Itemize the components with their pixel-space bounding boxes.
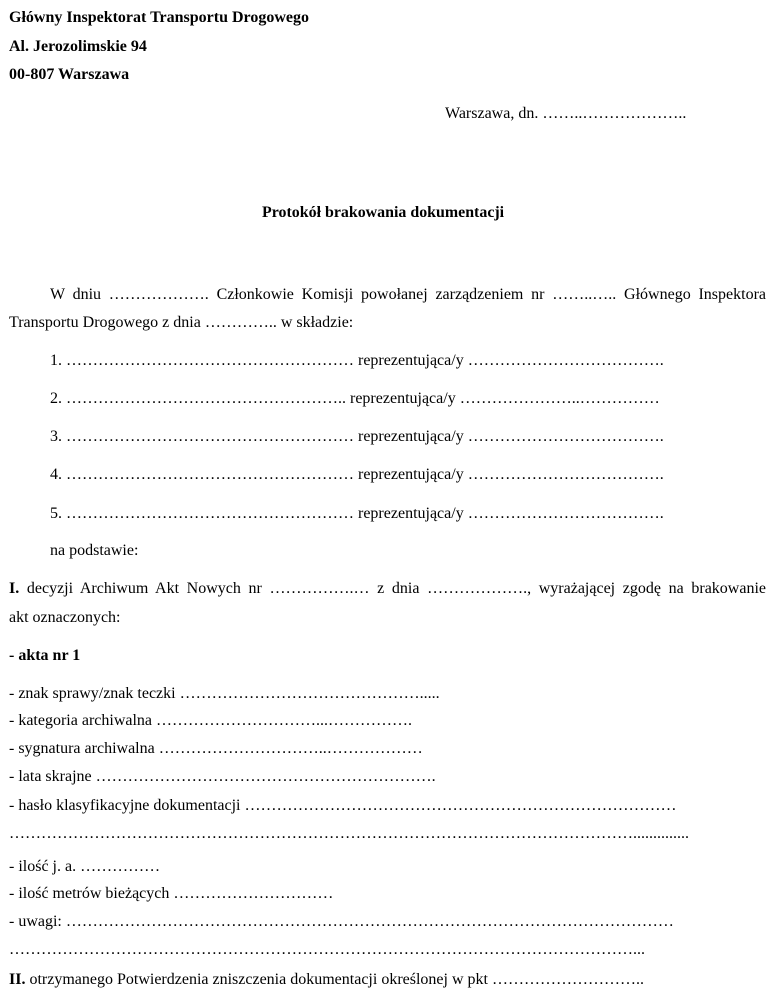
intro-line-2: Transportu Drogowego z dnia ………….. w składzie: [9,314,354,331]
section-2-text: otrzymanego Potwierdzenia zniszczenia dokumentacji określonej w pkt ……………………….. [25,971,644,988]
field-line: - znak sprawy/znak teczki ………………………………………..... [9,685,440,702]
member-line: 2. …………………………………………….. reprezentująca/y …………………..…………… [50,390,660,407]
document-title: Protokół brakowania dokumentacji [262,204,505,221]
field-line: - ilość metrów bieżących ………………………… [9,885,334,902]
field-line: - uwagi: …………………………………………………………………………………………………… [9,913,674,930]
date-line: Warszawa, dn. ……..……………….. [445,105,687,122]
member-line: 5. ……………………………………………… reprezentująca/y ………………………………. [50,505,664,522]
section-1-text: decyzji Archiwum Akt Nowych nr …………….… z dnia ………………., wyrażającej zgodę na brakowanie [19,580,766,597]
field-line: - kategoria archiwalna …………………………...……………. [9,712,413,729]
section-1-line-1 [9,579,766,599]
org-street: Al. Jerozolimskie 94 [9,38,147,55]
field-line: - ilość j. a. …………… [9,858,161,875]
akta-heading: - akta nr 1 [9,647,81,664]
intro-line-1: W dniu ………………. Członkowie Komisji powołanej zarządzeniem nr ……..….. Głównego Inspektora [50,286,766,303]
member-line: 3. ……………………………………………… reprezentująca/y ………………………………. [50,428,664,445]
member-line: 4. ……………………………………………… reprezentująca/y ………………………………. [50,466,664,483]
section-2-line [9,970,644,990]
org-name: Główny Inspektorat Transportu Drogowego [9,9,310,26]
org-city: 00-807 Warszawa [9,66,130,83]
field-line: - lata skrajne ………………………………………………………. [9,768,436,785]
field-line: - hasło klasyfikacyjne dokumentacji ……………………………………………………………………… [9,797,677,814]
field-line: - sygnatura archiwalna …………………………..……………… [9,740,423,757]
basis-label: na podstawie: [50,542,139,559]
section-1-numeral: I. [9,580,20,597]
section-2-numeral: II. [9,971,26,988]
field-line: ………………………………………………………………………………………………………... [9,941,645,958]
member-line: 1. ……………………………………………… reprezentująca/y ………………………………. [50,352,664,369]
field-line: ……………………………………………………………………………………………………….............. [9,825,689,842]
section-1-line-2: akt oznaczonych: [9,609,121,626]
